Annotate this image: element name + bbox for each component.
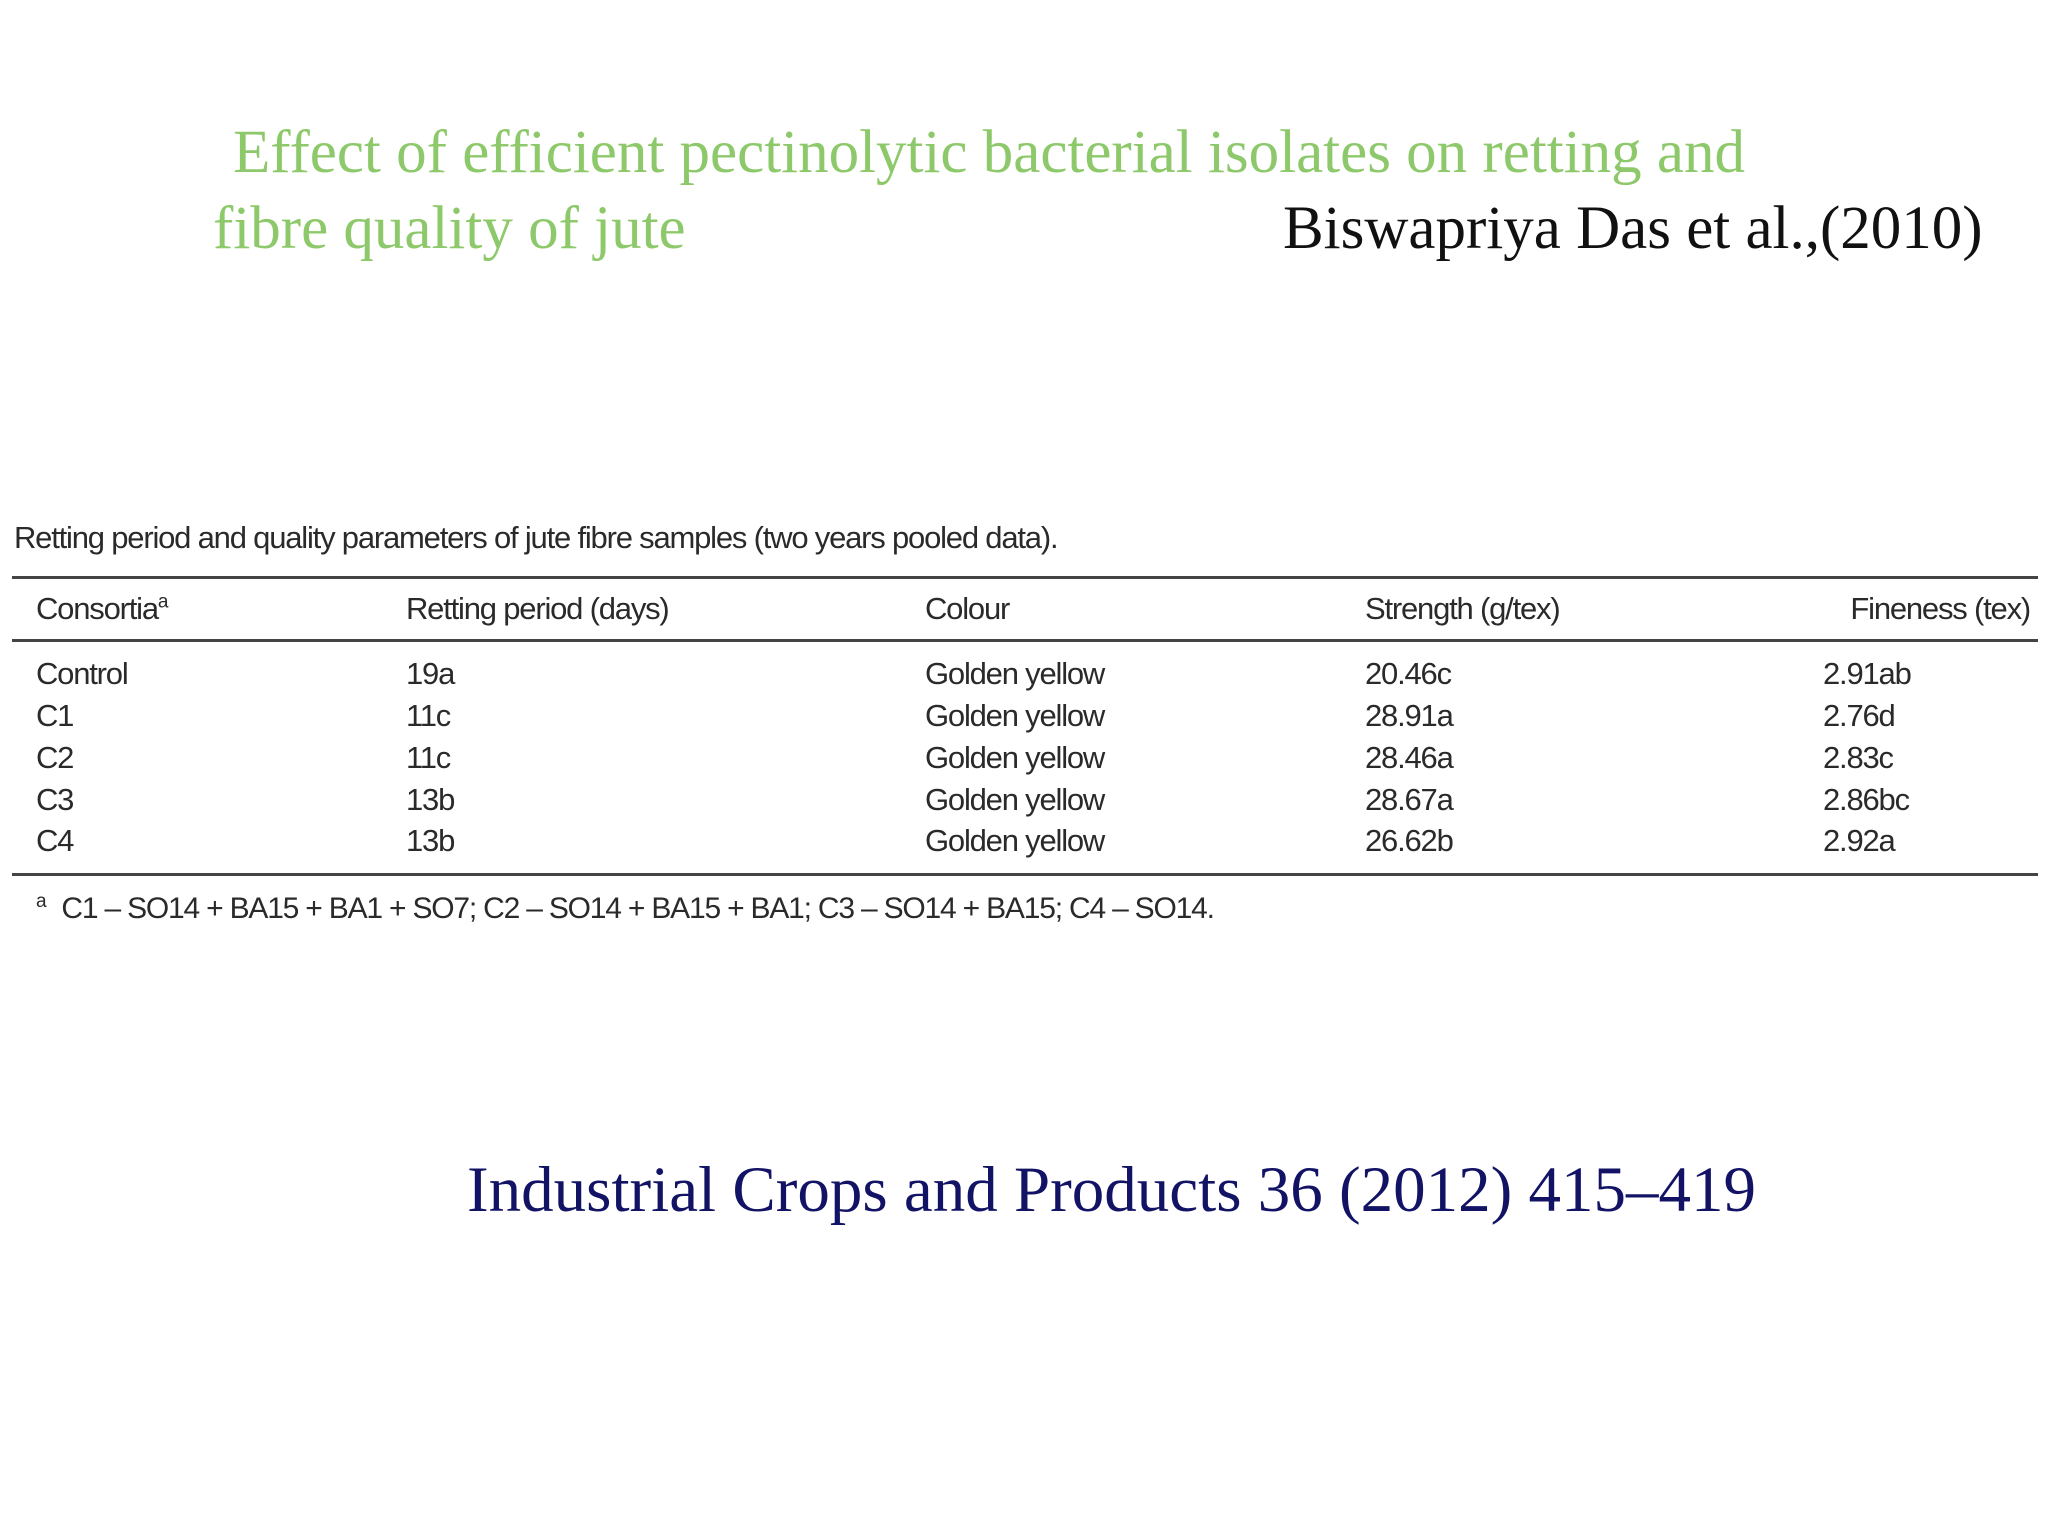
cell-colour: Golden yellow [925,822,1105,858]
table-footnote [12,892,2038,926]
cell-fineness: 2.92a [1823,822,1895,858]
cell-consortia: C4 [36,822,74,858]
cell-retting: 19a [406,656,455,692]
table-figure [12,520,2038,926]
cell-colour: Golden yellow [925,697,1105,733]
results-table [12,576,2038,876]
header-strength: Strength (g/tex) [1365,591,1560,626]
cell-strength: 28.91a [1365,697,1453,733]
table-row [12,695,2038,737]
cell-strength: 28.46a [1365,739,1453,775]
cell-consortia: Control [36,656,128,692]
cell-retting: 13b [406,781,455,817]
header-consortia-label: Consortia [36,591,158,626]
cell-fineness: 2.86bc [1823,781,1909,817]
cell-strength: 26.62b [1365,822,1453,858]
cell-fineness: 2.76d [1823,697,1895,733]
cell-strength: 28.67a [1365,781,1453,817]
cell-retting: 11c [406,739,451,775]
journal-reference: Industrial Crops and Products 36 (2012) 415–419 [467,1154,1757,1226]
cell-colour: Golden yellow [925,656,1105,692]
footnote-text: C1 – SO14 + BA15 + BA1 + SO7; C2 – SO14 + BA15 + BA1; C3 – SO14 + BA15; C4 – SO14. [61,892,1214,925]
cell-colour: Golden yellow [925,739,1105,775]
footnote-mark: a [36,891,46,912]
table-row [12,821,2038,875]
author-citation: Biswapriya Das et al.,(2010) [1283,195,1983,262]
cell-consortia: C1 [36,697,74,733]
cell-consortia: C2 [36,739,74,775]
cell-fineness: 2.91ab [1823,656,1911,692]
cell-retting: 11c [406,697,451,733]
cell-colour: Golden yellow [925,781,1105,817]
header-consortia [12,578,406,641]
table-row [12,779,2038,821]
table-caption: Retting period and quality parameters of jute fibre samples (two years pooled data). [14,520,1058,555]
header-fineness: Fineness (tex) [1850,591,2030,626]
header-colour: Colour [925,591,1010,626]
table-row [12,737,2038,779]
header-consortia-superscript: a [157,591,168,613]
table-row [12,641,2038,695]
slide-title-line-1: Effect of efficient pectinolytic bacterial isolates on retting and [233,119,1745,186]
cell-consortia: C3 [36,781,74,817]
table-header-row [12,578,2038,641]
cell-retting: 13b [406,822,455,858]
header-retting-period: Retting period (days) [406,591,669,626]
cell-fineness: 2.83c [1823,739,1893,775]
cell-strength: 20.46c [1365,656,1451,692]
slide-title-line-2: fibre quality of jute [213,195,686,262]
